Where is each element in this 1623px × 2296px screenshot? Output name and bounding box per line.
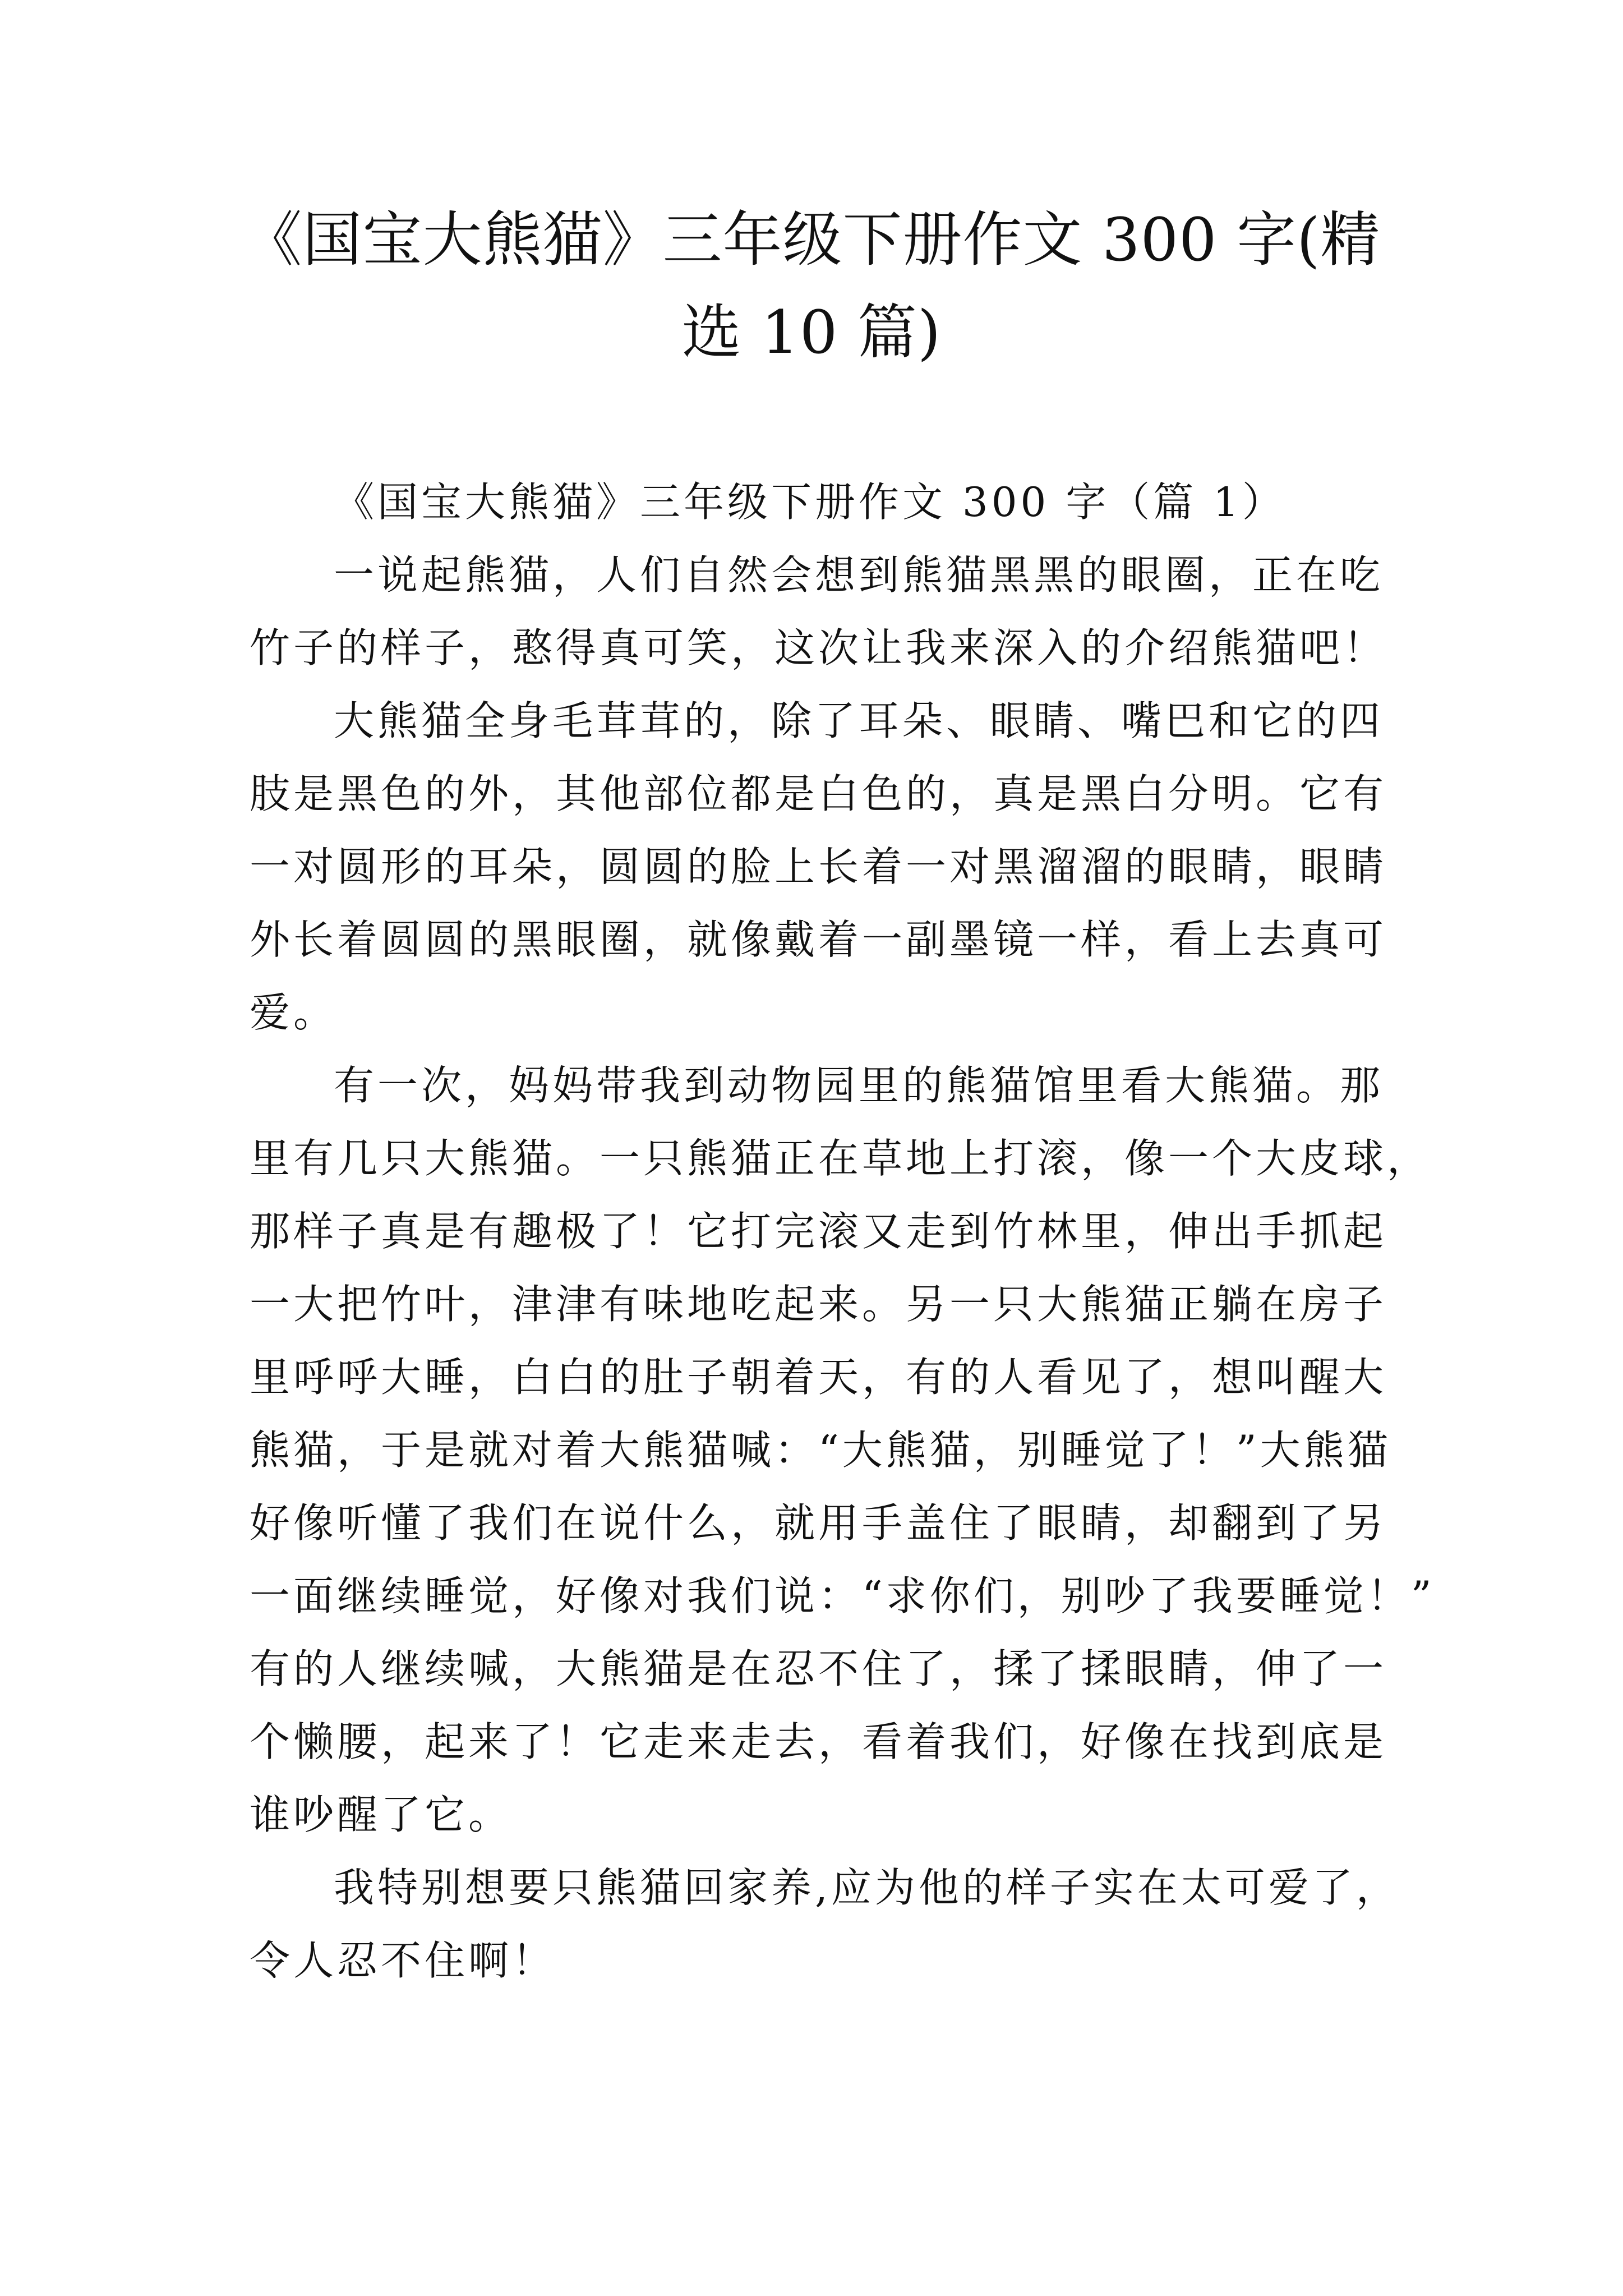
text-line: 里有几只大熊猫。一只熊猫正在草地上打滚，像一个大皮球， — [250, 1135, 1431, 1182]
document-body — [250, 466, 1435, 1997]
text-line: 个懒腰，起来了！它走来走去，看着我们，好像在找到底是 — [250, 1718, 1387, 1765]
text-line: 一对圆形的耳朵，圆圆的脸上长着一对黑溜溜的眼睛，眼睛 — [250, 843, 1387, 890]
document-title — [224, 194, 1399, 379]
title-line-2: 选 10 篇) — [681, 298, 942, 367]
text-line: 竹子的样子，憨得真可笑，这次让我来深入的介绍熊猫吧！ — [250, 624, 1387, 671]
text-line: 一大把竹叶，津津有味地吃起来。另一只大熊猫正躺在房子 — [250, 1281, 1387, 1328]
title-line-1: 《国宝大熊猫》三年级下册作文 300 字(精 — [242, 205, 1381, 274]
text-line: 一面继续睡觉，好像对我们说：“求你们，别吵了我要睡觉！” — [250, 1572, 1435, 1619]
text-line: 有一次，妈妈带我到动物园里的熊猫馆里看大熊猫。那 — [334, 1062, 1384, 1109]
text-line: 谁吵醒了它。 — [250, 1791, 513, 1838]
section-heading: 《国宝大熊猫》三年级下册作文 300 字（篇 1） — [334, 478, 1286, 526]
text-line: 肢是黑色的外，其他部位都是白色的，真是黑白分明。它有 — [250, 770, 1387, 817]
text-line: 好像听懂了我们在说什么，就用手盖住了眼睛，却翻到了另 — [250, 1499, 1387, 1547]
text-line: 外长着圆圆的黑眼圈，就像戴着一副墨镜一样，看上去真可 — [250, 916, 1387, 963]
text-line: 熊猫，于是就对着大熊猫喊：“大熊猫，别睡觉了！”大熊猫 — [250, 1427, 1391, 1474]
text-line: 令人忍不住啊！ — [250, 1937, 556, 1984]
text-line: 爱。 — [250, 989, 338, 1036]
text-line: 里呼呼大睡，白白的肚子朝着天，有的人看见了，想叫醒大 — [250, 1354, 1387, 1401]
text-line: 大熊猫全身毛茸茸的，除了耳朵、眼睛、嘴巴和它的四 — [334, 697, 1384, 744]
text-line: 有的人继续喊，大熊猫是在忍不住了，揉了揉眼睛，伸了一 — [250, 1645, 1387, 1692]
text-line: 一说起熊猫，人们自然会想到熊猫黑黑的眼圈，正在吃 — [334, 551, 1384, 599]
text-line: 那样子真是有趣极了！它打完滚又走到竹林里，伸出手抓起 — [250, 1208, 1387, 1255]
text-line: 我特别想要只熊猫回家养,应为他的样子实在太可爱了， — [334, 1864, 1400, 1911]
